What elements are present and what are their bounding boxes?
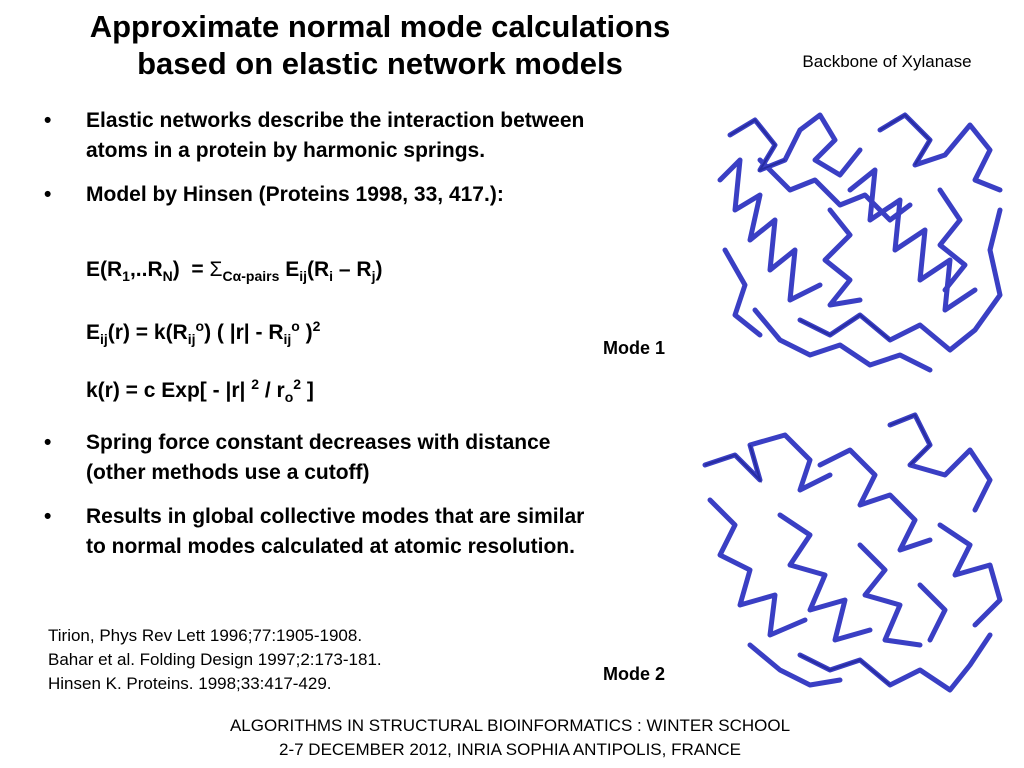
slide-title (40, 8, 720, 82)
title-line-1: Approximate normal mode calculations (89, 9, 671, 44)
footer-line-1: ALGORITHMS IN STRUCTURAL BIOINFORMATICS : WINTER SCHOOL (229, 716, 791, 735)
bullet-text: Results in global collective modes that are similar to normal modes calculated at atomic resolution. (86, 505, 585, 558)
bullet-list (44, 106, 604, 224)
xylanase-backbone-mode-1-image (700, 100, 1020, 380)
bullet-hinsen-model (44, 180, 604, 210)
bullet-marker: • (44, 183, 52, 206)
equation-energy (86, 258, 382, 284)
bullet-text: Spring force constant decreases with distance (other methods use a cutoff) (86, 431, 551, 484)
bullet-list-2 (44, 428, 604, 576)
reference-item: Hinsen K. Proteins. 1998;33:417-429. (48, 674, 332, 693)
bullet-text: Model by Hinsen (Proteins 1998, 33, 417.): (86, 183, 504, 206)
reference-item: Tirion, Phys Rev Lett 1996;77:1905-1908. (48, 626, 363, 645)
bullet-elastic-networks (44, 106, 604, 166)
footer-line-2: 2-7 DECEMBER 2012, INRIA SOPHIA ANTIPOLIS, FRANCE (279, 740, 741, 759)
bullet-text: Elastic networks describe the interaction between atoms in a protein by harmonic springs. (86, 109, 585, 162)
eq3-render: k(r) = c Exp[ - |r| $^2 / r_o^2$ ] (86, 376, 314, 406)
references (48, 624, 382, 696)
mode-2-label: Mode 2 (603, 664, 666, 684)
bullet-global-modes (44, 502, 604, 562)
bullet-marker: • (44, 109, 52, 132)
eq2-render: $E_{ij}(r) = k(R_{ij}^o)$ ( $|r| - R_{ij}^o$ )$^2$ (86, 318, 321, 348)
equation-force-constant (86, 376, 314, 405)
mode-1-label: Mode 1 (603, 338, 666, 358)
footer (120, 714, 900, 762)
bullet-marker: • (44, 505, 52, 528)
xylanase-backbone-mode-2-image (690, 405, 1020, 705)
eq1-render: $E(R_1,..R_N) = \Sigma_{C\alpha-pairs}$ $E_{ij}(R_i - R_j)$ (86, 258, 383, 285)
equation-pair-energy (86, 318, 320, 347)
bullet-spring-force (44, 428, 604, 488)
figure-caption: Backbone of Xylanase (802, 52, 972, 71)
title-line-2: based on elastic network models (137, 46, 623, 81)
bullet-marker: • (44, 431, 52, 454)
reference-item: Bahar et al. Folding Design 1997;2:173-181. (48, 650, 382, 669)
